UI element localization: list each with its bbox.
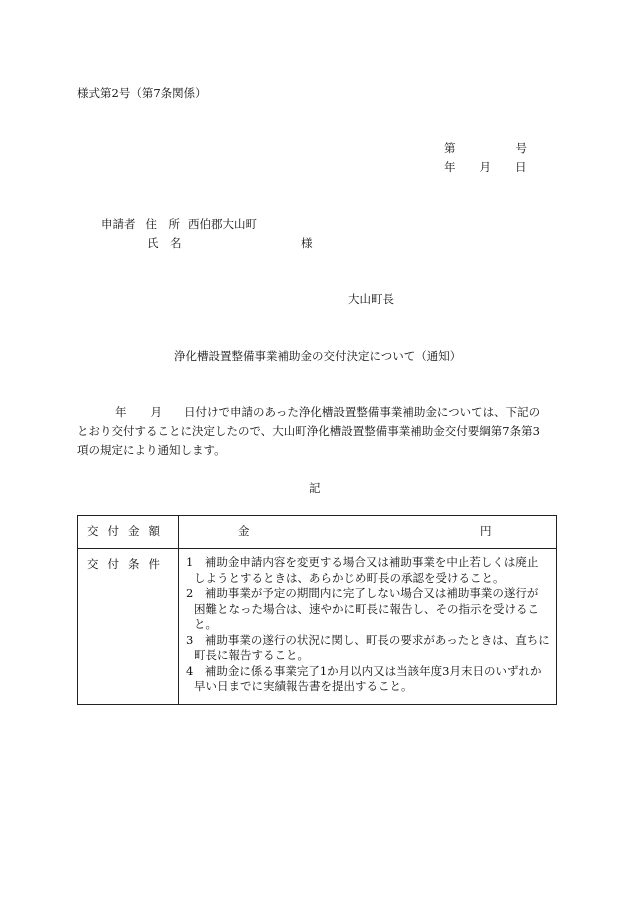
applicant-name-row: [147, 238, 182, 250]
honorific: 様: [301, 236, 313, 250]
row-divider: [78, 548, 556, 549]
amount-unit: 円: [480, 524, 492, 538]
ki-heading: 記: [309, 481, 321, 495]
body-line1-rest: 日付けで申請のあった浄化槽設置整備事業補助金については、下記の: [184, 405, 541, 419]
doc-no-suffix: 号: [515, 141, 527, 155]
date-month: 月: [479, 160, 491, 174]
body-line-1: [115, 407, 540, 419]
body-month: 月: [150, 405, 162, 419]
grant-table: [77, 515, 557, 705]
condition-item-cont: 町長に報告すること。: [194, 648, 309, 662]
condition-item: 2 補助事業が予定の期間内に完了しない場合又は補助事業の遂行が: [186, 586, 539, 600]
name-label: 氏 名: [147, 236, 182, 250]
amount-prefix: 金: [238, 524, 250, 538]
form-number: 様式第2号（第7条関係）: [77, 86, 207, 100]
column-divider: [178, 516, 179, 704]
condition-item-cont: しようとするときは、あらかじめ町長の承認を受けること。: [194, 570, 505, 585]
address-label: 住 所: [145, 217, 180, 231]
applicant-address-row: [101, 219, 257, 231]
document-title: 浄化槽設置整備事業補助金の交付決定について（通知）: [174, 349, 462, 363]
document-number: [444, 143, 527, 155]
issuer: 大山町長: [348, 292, 394, 306]
address-value: 西伯郡大山町: [188, 217, 257, 231]
date-day: 日: [515, 160, 527, 174]
condition-item: 3 補助事業の遂行の状況に関し、町長の要求があったときは、直ちに: [186, 632, 550, 647]
body-line-3: 項の規定により通知します。: [77, 443, 226, 457]
condition-item: 4 補助金に係る事業完了1か月以内又は当該年度3月末日のいずれか: [186, 663, 542, 678]
condition-item: 1 補助金申請内容を変更する場合又は補助事業を中止若しくは廃止: [186, 555, 539, 569]
applicant-role-label: 申請者: [101, 217, 136, 231]
conditions-list: [186, 555, 550, 695]
document-date: [444, 162, 527, 174]
amount-label: 交付金額: [87, 524, 169, 538]
doc-no-label: 第: [444, 141, 456, 155]
condition-item-cont: 早い日までに実績報告書を提出すること。: [194, 679, 413, 693]
conditions-label: 交付条件: [87, 557, 169, 571]
body-line-2: とおり交付することに決定したので、大山町浄化槽設置整備事業補助金交付要綱第7条第3: [77, 424, 540, 438]
condition-item-cont: 困難となった場合は、速やかに町長に報告し、その指示を受けること。: [194, 601, 539, 631]
date-year: 年: [444, 160, 456, 174]
body-year: 年: [115, 405, 127, 419]
